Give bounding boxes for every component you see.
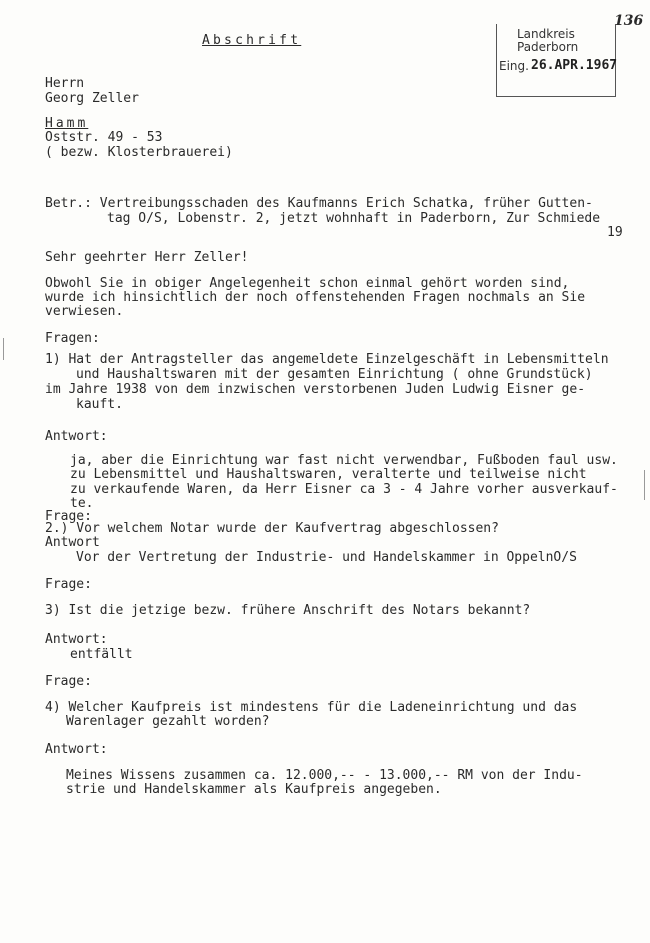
question-1-line-1: 1) Hat der Antragsteller das angemeldete Einzelgeschäft in Lebensmitteln [45, 352, 609, 367]
stamp-date: 26.APR.1967 [531, 58, 618, 73]
answer-1-line-2: zu Lebensmittel und Haushaltswaren, veralterte und teilweise nicht [70, 467, 587, 482]
answer-4-label: Antwort: [45, 742, 108, 757]
question-2: 2.) Vor welchem Notar wurde der Kaufvertrag abgeschlossen? [45, 521, 499, 536]
question-4-line-1: 4) Welcher Kaufpreis ist mindestens für die Ladeneinrichtung und das [45, 700, 578, 715]
answer-1-line-4: te. [70, 496, 94, 511]
question-3: 3) Ist die jetzige bezw. frühere Anschrift des Notars bekannt? [45, 603, 531, 618]
answer-3-label: Antwort: [45, 632, 108, 647]
intro-line-3: verwiesen. [45, 304, 124, 319]
fragen-label: Fragen: [45, 331, 100, 346]
document-title: Abschrift [202, 33, 302, 48]
question-4-label: Frage: [45, 674, 92, 689]
question-4-line-2: Warenlager gezahlt worden? [66, 714, 270, 729]
stamp-district: Landkreis [517, 27, 575, 41]
answer-4-line-1: Meines Wissens zusammen ca. 12.000,-- - 13.000,-- RM von der Indu- [66, 768, 583, 783]
answer-1-line-1: ja, aber die Einrichtung war fast nicht verwendbar, Fußboden faul usw. [70, 453, 618, 468]
page-number-handwritten: 136 [614, 13, 644, 29]
right-margin-mark [644, 470, 645, 500]
answer-2: Vor der Vertretung der Industrie- und Handelskammer in OppelnO/S [76, 550, 577, 565]
greeting: Sehr geehrter Herr Zeller! [45, 250, 249, 265]
recipient-salutation: Herrn [45, 76, 85, 91]
question-2-label: Frage: [45, 509, 92, 524]
answer-1-line-3: zu verkaufende Waren, da Herr Eisner ca 3 - 4 Jahre vorher ausverkauf- [70, 482, 618, 497]
recipient-note: ( bezw. Klosterbrauerei) [45, 145, 233, 160]
left-margin-mark [3, 338, 4, 360]
question-1-line-2: und Haushaltswaren mit der gesamten Einrichtung ( ohne Grundstück) [76, 367, 593, 382]
stamp-city: Paderborn [517, 40, 579, 54]
recipient-name: Georg Zeller [45, 91, 139, 106]
answer-3: entfällt [70, 647, 133, 662]
received-stamp [496, 24, 616, 97]
answer-2-label: Antwort [45, 535, 100, 550]
intro-line-1: Obwohl Sie in obiger Angelegenheit schon einmal gehört worden sind, [45, 276, 570, 291]
answer-4-line-2: strie und Handelskammer als Kaufpreis angegeben. [66, 782, 442, 797]
intro-line-2: wurde ich hinsichtlich der noch offenstehenden Fragen nochmals an Sie [45, 290, 586, 305]
question-1-line-4: kauft. [76, 397, 123, 412]
question-1-line-3: im Jahre 1938 von dem inzwischen verstorbenen Juden Ludwig Eisner ge- [45, 382, 586, 397]
subject-line-2: tag O/S, Lobenstr. 2, jetzt wohnhaft in Paderborn, Zur Schmiede [107, 211, 601, 226]
answer-1-label: Antwort: [45, 429, 108, 444]
recipient-street: Oststr. 49 - 53 [45, 130, 163, 145]
recipient-city: Hamm [45, 116, 89, 131]
subject-line-3: 19 [607, 225, 623, 240]
question-3-label: Frage: [45, 577, 92, 592]
stamp-eing-label: Eing. [499, 59, 529, 73]
subject-line-1: Betr.: Vertreibungsschaden des Kaufmanns Erich Schatka, früher Gutten- [45, 196, 593, 211]
